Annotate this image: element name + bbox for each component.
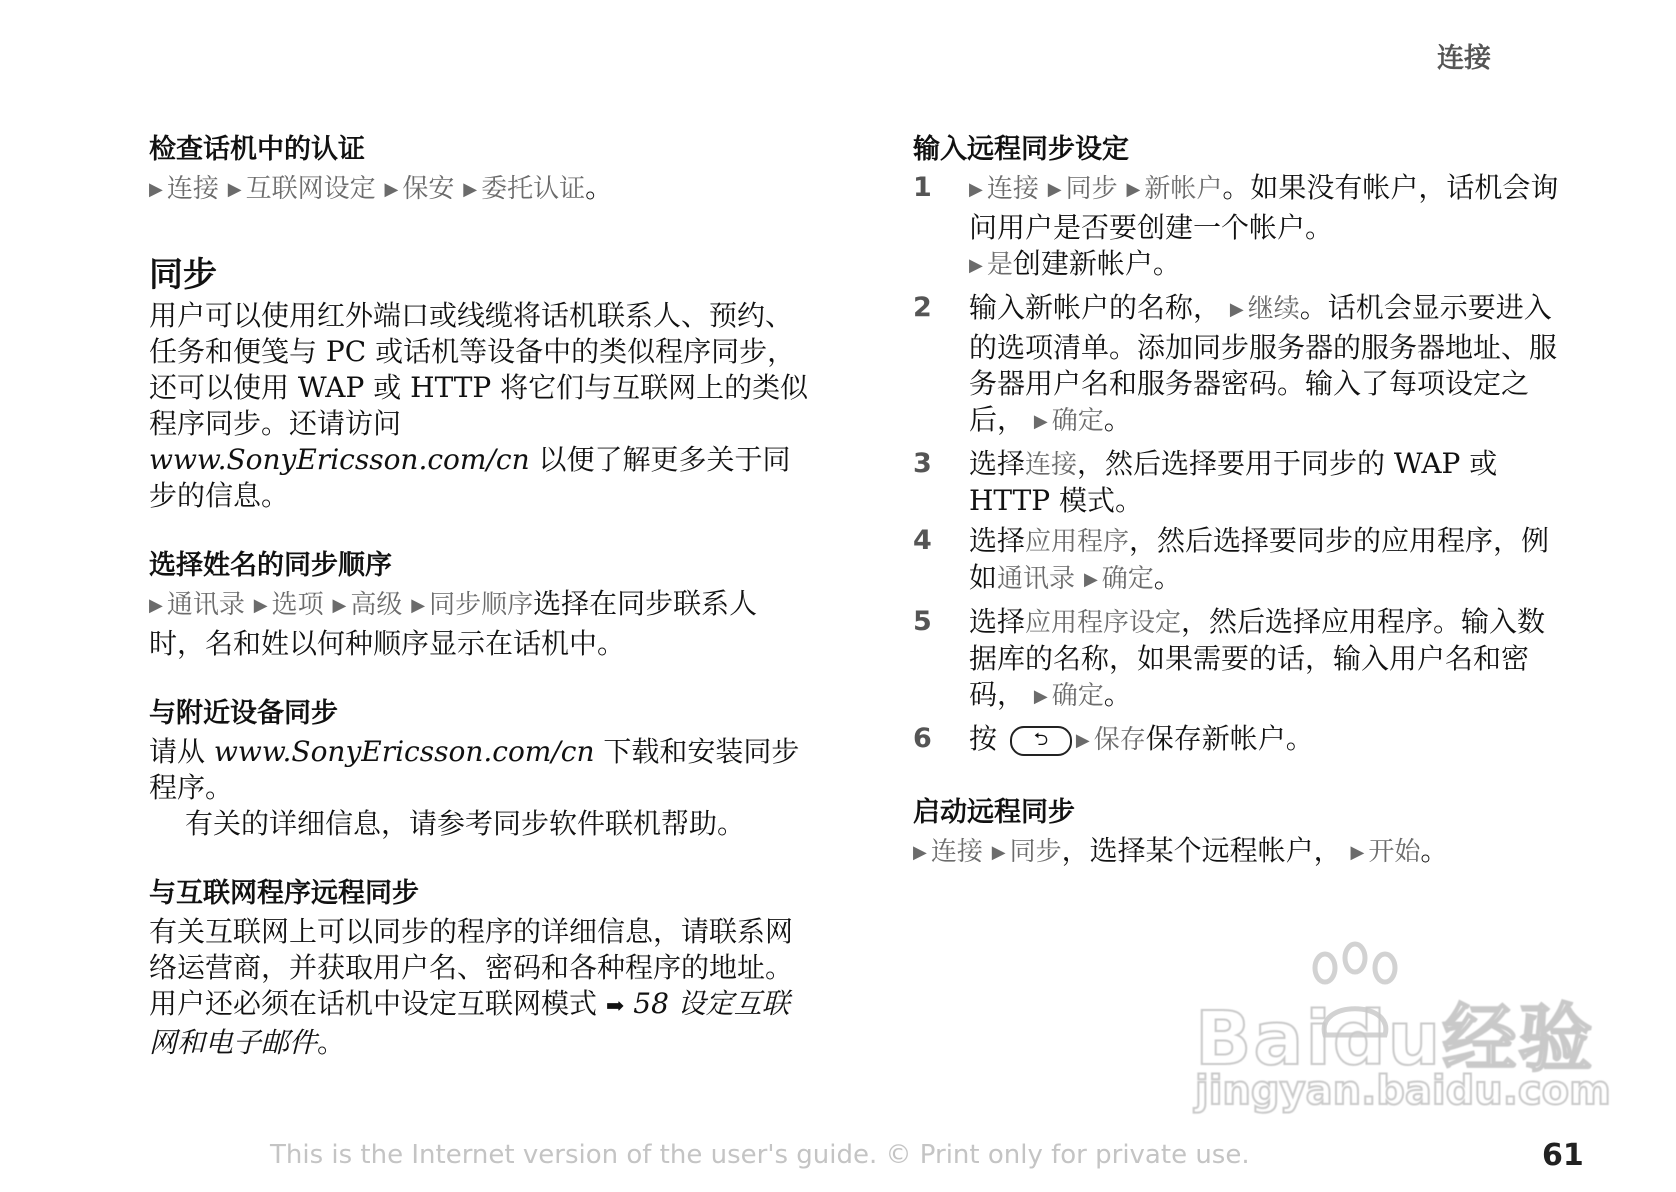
step-item: [913, 170, 1573, 286]
step-text: 。: [1103, 403, 1132, 436]
section-title: 检查话机中的认证: [149, 134, 365, 165]
triangle-right-icon: ▶: [1350, 842, 1365, 863]
step-text: ，然后选择要同步的应用程序，例如: [969, 524, 1550, 594]
body-text-part: 以便了解更多关于同步的信息。: [149, 443, 791, 512]
website-url: www.SonyEricsson.com/cn: [149, 443, 530, 476]
page-number: 61: [1542, 1138, 1584, 1173]
triangle-right-icon: ▶: [913, 842, 927, 863]
step-text: 。: [1103, 678, 1132, 711]
section-title: 选择姓名的同步顺序: [149, 550, 392, 581]
body-text-part: 请从: [149, 735, 214, 768]
step-item: [913, 604, 1573, 717]
menu-item: 互联网设定: [245, 174, 376, 204]
triangle-right-icon: ▶: [1033, 686, 1048, 707]
menu-item: 同步: [1065, 174, 1118, 204]
menu-item: 是: [986, 250, 1013, 280]
step-number: 4: [913, 525, 932, 556]
step-item: [913, 721, 1573, 761]
chapter-title: 同步: [149, 255, 217, 295]
step-number: 2: [913, 292, 932, 323]
step-item: [913, 290, 1573, 442]
section-title: 与附近设备同步: [149, 698, 338, 729]
menu-path: [149, 586, 809, 662]
menu-item: 保存: [1093, 725, 1146, 755]
punctuation: 。: [585, 171, 614, 204]
step-text: 保存新帐户。: [1145, 722, 1314, 755]
note-text: 有关的详细信息，请参考同步软件联机帮助。: [185, 807, 746, 840]
triangle-right-icon: ▶: [463, 179, 478, 200]
section-check-certificates: [149, 132, 809, 210]
step-text: ，然后选择要用于同步的 WAP 或 HTTP 模式。: [969, 447, 1498, 517]
step-text: 。话机会显示要进入的选项清单。添加同步服务器的服务器地址、服务器用户名和服务器密码。输入了每项设定之后，: [969, 291, 1558, 436]
step-text: 。如果没有帐户，话机会询问用户是否要创建一个帐户。: [969, 171, 1559, 244]
section-remote-settings: [913, 132, 1573, 761]
menu-item: 开始: [1368, 837, 1421, 867]
triangle-right-icon: ▶: [253, 595, 268, 616]
body-text: [149, 914, 809, 1061]
triangle-right-icon: ▶: [1083, 569, 1098, 590]
triangle-right-icon: ▶: [1075, 730, 1090, 751]
menu-item: 选项: [271, 590, 324, 620]
menu-item: 应用程序设定: [1025, 608, 1182, 638]
step-number: 3: [913, 448, 932, 479]
arrow-right-icon: ➡: [605, 994, 625, 1019]
step-number: 5: [913, 606, 932, 637]
footer-notice: This is the Internet version of the user's guide. © Print only for private use.: [270, 1140, 1250, 1170]
menu-item: 高级: [350, 590, 403, 620]
section-sync: [149, 254, 809, 514]
website-url: www.SonyEricsson.com/cn: [213, 735, 595, 768]
menu-item: 通讯录: [166, 590, 245, 620]
triangle-right-icon: ▶: [227, 179, 242, 200]
punctuation: 。: [1420, 834, 1449, 867]
baidu-watermark: [1195, 940, 1611, 1140]
right-column: [913, 132, 1573, 907]
body-text: [149, 734, 809, 806]
menu-item: 同步顺序: [429, 590, 534, 620]
step-item: [913, 446, 1573, 519]
menu-item: 连接: [986, 174, 1039, 204]
step-number: 1: [913, 172, 932, 203]
step-text: 。: [1153, 561, 1182, 594]
menu-item: 委托认证: [481, 174, 586, 204]
step-text: 选择: [969, 447, 1026, 480]
menu-item: 连接: [166, 174, 219, 204]
menu-item: 连接: [1025, 450, 1078, 480]
menu-path: [913, 833, 1573, 873]
section-sync-order: [149, 548, 809, 662]
menu-item: 通讯录: [997, 564, 1076, 594]
step-text: ，然后选择应用程序。输入数据库的名称，如果需要的话，输入用户名和密码，: [969, 605, 1546, 711]
body-text: [149, 298, 809, 514]
body-text-part: 用户可以使用红外端口或线缆将话机联系人、预约、任务和便笺与 PC 或话机等设备中的类似程序同步，还可以使用 WAP 或 HTTP 将它们与互联网上的类似程序同步。还请访问: [149, 299, 809, 440]
triangle-right-icon: ▶: [149, 595, 163, 616]
menu-item: 新帐户: [1144, 174, 1223, 204]
triangle-right-icon: ▶: [969, 255, 983, 276]
body-text-part: ，选择某个远程帐户，: [1061, 834, 1342, 867]
chapter-header: 连接: [1437, 43, 1491, 74]
triangle-right-icon: ▶: [149, 179, 163, 200]
section-remote-sync: [149, 876, 809, 1061]
body-text-part: 有关互联网上可以同步的程序的详细信息，请联系网络运营商，并获取用户名、密码和各种程序的地址。用户还必须在话机中设定互联网模式: [149, 915, 794, 1020]
triangle-right-icon: ▶: [1126, 179, 1141, 200]
triangle-right-icon: ▶: [1047, 179, 1062, 200]
triangle-right-icon: ▶: [411, 595, 426, 616]
triangle-right-icon: ▶: [332, 595, 347, 616]
menu-path: [149, 170, 809, 210]
menu-item: 连接: [930, 837, 983, 867]
step-list: [913, 170, 1573, 761]
step-item: [913, 523, 1573, 600]
step-text: 选择: [969, 605, 1026, 638]
menu-item: 同步: [1009, 837, 1062, 867]
section-title: 与互联网程序远程同步: [149, 878, 419, 909]
body-text-part: 下载和安装同步程序。: [149, 735, 800, 804]
step-number: 6: [913, 723, 932, 754]
menu-item: 确定: [1101, 564, 1154, 594]
watermark-url: jingyan.baidu.com: [1195, 1068, 1611, 1114]
section-title: 启动远程同步: [913, 797, 1075, 828]
step-text: 创建新帐户。: [1012, 247, 1181, 280]
step-text: 输入新帐户的名称，: [969, 291, 1222, 324]
step-text: 按: [969, 722, 1006, 755]
watermark-brand: Baidu经验: [1195, 996, 1595, 1082]
section-title: 输入远程同步设定: [913, 134, 1129, 165]
menu-item: 确定: [1051, 406, 1104, 436]
triangle-right-icon: ▶: [384, 179, 399, 200]
triangle-right-icon: ▶: [1033, 411, 1048, 432]
punctuation: 。: [317, 1026, 346, 1059]
left-column: [149, 132, 809, 1095]
section-start-remote-sync: [913, 795, 1573, 873]
triangle-right-icon: ▶: [969, 179, 983, 200]
menu-item: 继续: [1247, 294, 1300, 324]
triangle-right-icon: ▶: [1229, 299, 1244, 320]
triangle-right-icon: ▶: [991, 842, 1006, 863]
menu-item: 确定: [1051, 681, 1104, 711]
back-key-icon: ⮌: [1010, 726, 1072, 756]
cross-reference: 58 设定互联网和电子邮件: [149, 987, 790, 1059]
menu-item: 保安: [402, 174, 455, 204]
step-text: 选择: [969, 524, 1026, 557]
menu-item: 应用程序: [1025, 527, 1130, 557]
body-text-part: 选择在同步联系人时，名和姓以何种顺序显示在话机中。: [149, 587, 758, 660]
section-nearby-sync: [149, 696, 809, 842]
